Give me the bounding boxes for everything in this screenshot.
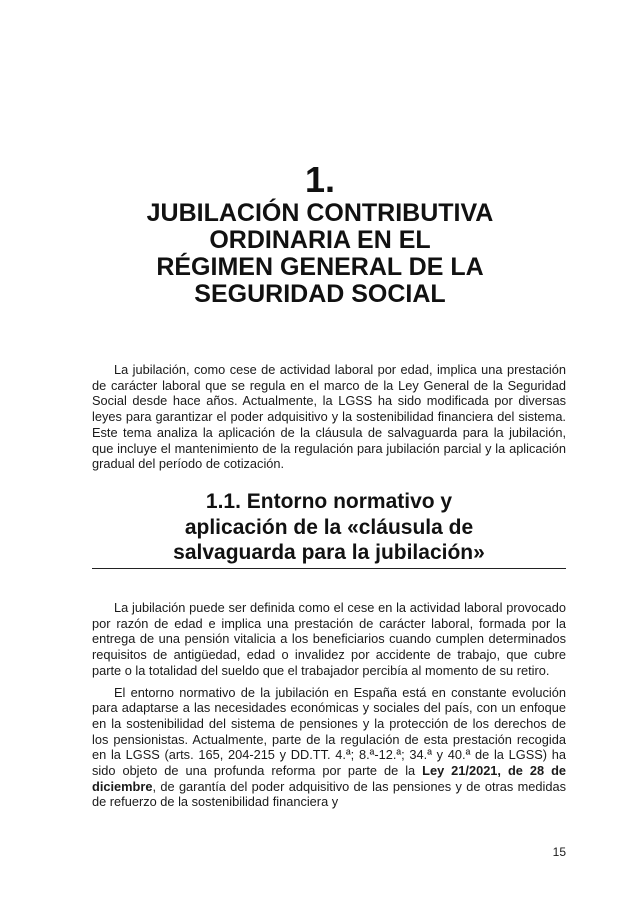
page-number: 15 <box>552 845 566 859</box>
section-heading-line: 1.1. Entorno normativo y <box>205 490 453 513</box>
section-heading-line: salvaguarda para la jubilación» <box>173 541 485 564</box>
body-paragraph: La jubilación puede ser definida como el cese en la actividad laboral provocado por razón de edad e implica una prestación de carácter laboral, formada por la entrega de una pensión vitalicia a los beneficiarios cuando cumplen determinados requisitos de antigüedad, edad o invalidez por accidente de trabajo, que cubre parte o la totalidad del sueldo que el trabajador percibía al momento de su retiro. <box>92 600 566 678</box>
chapter-intro-paragraph: La jubilación, como cese de actividad laboral por edad, implica una prestación de carácter laboral que se regula en el marco de la Ley General de la Seguridad Social desde hace años. Actualmente, la LGSS ha sido modificada por diversas leyes para garantizar el poder adquisitivo y la sostenibilidad financiera del sistema. Este tema analiza la aplicación de la cláusula de salvaguarda para la jubilación, que incluye el mantenimiento de la regulación para jubilación parcial y la aplicación gradual del período de cotización. <box>92 362 566 472</box>
section-divider <box>92 568 566 569</box>
chapter-title-line: JUBILACIÓN CONTRIBUTIVA <box>146 199 494 227</box>
chapter-title-line: ORDINARIA EN EL <box>209 226 431 254</box>
chapter-title-line: RÉGIMEN GENERAL DE LA <box>156 253 484 281</box>
section-heading <box>92 489 566 566</box>
law-reference: Ley 21/2021, de 28 de diciembre <box>92 763 567 794</box>
chapter-number: 1. <box>304 159 336 200</box>
section-heading-line: aplicación de la «cláusula de <box>184 515 474 539</box>
body-paragraph <box>92 685 566 811</box>
body-text <box>92 600 566 816</box>
body-text-run: , de garantía del poder adquisitivo de las pensiones y de otras medidas de refuerzo de la sostenibilidad financiera y <box>92 778 566 810</box>
body-text-run: El entorno normativo de la jubilación en España está en constante evolución para adaptarse a las necesidades económicas y sociales del país, con un enfoque en la sostenibilidad del sistema de pensiones y la protección de los derechos de los pensionistas. Actualmente, parte de la regulación de esta prestación recogida en la LGSS (arts. 165, 204-215 y DD.TT. 4.ª; 8.ª-12.ª; 34.ª y 40.ª de la LGSS) ha sido objeto de una profunda reforma por parte de la <box>92 684 566 779</box>
chapter-title <box>100 200 540 308</box>
chapter-title-line: SEGURIDAD SOCIAL <box>194 280 446 308</box>
